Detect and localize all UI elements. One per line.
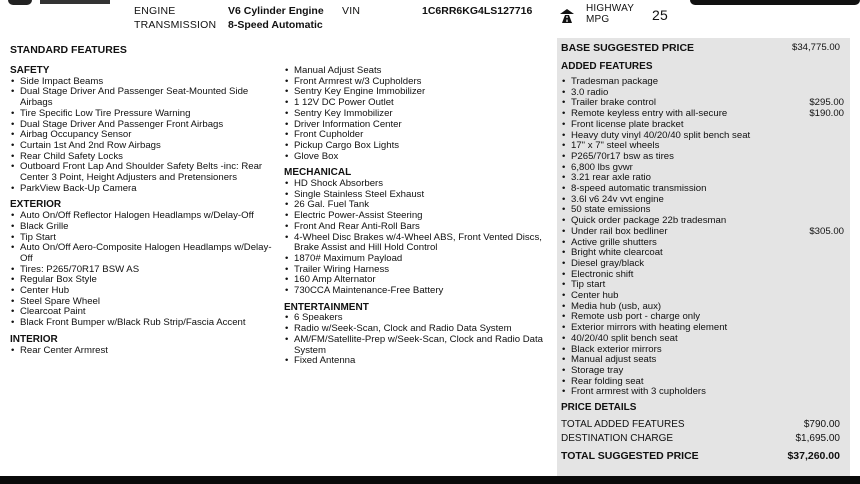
added-feature-name: 3.21 rear axle ratio [571, 172, 651, 184]
feature-item: • Front And Rear Anti-Roll Bars [284, 222, 550, 233]
feature-item: • 6 Speakers [284, 313, 550, 324]
feature-item: • Rear Child Safety Locks [10, 152, 278, 163]
feature-section-heading: SAFETY [10, 65, 50, 76]
feature-item: • Center Hub [10, 286, 278, 297]
brand-logo [8, 0, 32, 5]
mpg-label: MPG [586, 14, 610, 25]
feature-item: • Sentry Key Engine Immobilizer [284, 87, 550, 98]
added-feature-price: $190.00 [809, 108, 844, 120]
added-features-title: ADDED FEATURES [561, 61, 653, 72]
added-feature-name: Remote keyless entry with all-secure [571, 108, 728, 120]
transmission-value: 8-Speed Automatic [228, 19, 323, 31]
base-price-value: $34,775.00 [791, 42, 840, 53]
feature-item: • Rear Center Armrest [10, 346, 278, 357]
feature-item: • Front Armrest w/3 Cupholders [284, 77, 550, 88]
feature-item: • AM/FM/Satellite-Prep w/Seek-Scan, Clock and Radio Data System [284, 335, 550, 356]
standard-features-left [10, 66, 278, 356]
feature-item: • HD Shock Absorbers [284, 179, 550, 190]
added-feature-price: $305.00 [809, 225, 844, 237]
feature-item: • Outboard Front Lap And Shoulder Safety Belts -inc: Rear Center 3 Point, Height Adjusters and Pretensioners [10, 162, 278, 183]
added-feature-item [561, 387, 844, 398]
feature-item: • Manual Adjust Seats [284, 66, 550, 77]
added-feature-name: 40/20/40 split bench seat [571, 332, 678, 344]
added-feature-name: Center hub [571, 290, 619, 302]
standard-features-title: STANDARD FEATURES [10, 44, 127, 56]
feature-item: • Black Front Bumper w/Black Rub Strip/Fascia Accent [10, 318, 278, 329]
road-icon [558, 6, 576, 24]
feature-item: • 730CCA Maintenance-Free Battery [284, 286, 550, 297]
feature-item: • Single Stainless Steel Exhaust [284, 190, 550, 201]
added-feature-name: Quick order package 22b tradesman [571, 215, 727, 227]
feature-item: • Clearcoat Paint [10, 307, 278, 318]
header-bar [0, 0, 860, 36]
feature-item: • Radio w/Seek-Scan, Clock and Radio Data System [284, 324, 550, 335]
added-feature-name: Trailer brake control [571, 97, 656, 109]
destination-row [561, 433, 840, 444]
added-feature-name: Under rail box bedliner [571, 225, 668, 237]
feature-item: • Steel Spare Wheel [10, 297, 278, 308]
added-feature-name: 50 state emissions [571, 204, 651, 216]
feature-item: • Fixed Antenna [284, 356, 550, 367]
highway-label: HIGHWAY [586, 3, 635, 14]
feature-item: • 1 12V DC Power Outlet [284, 98, 550, 109]
added-feature-name: Tip start [571, 279, 606, 291]
feature-item: • Auto On/Off Aero-Composite Halogen Headlamps w/Delay-Off [10, 243, 278, 264]
feature-item: • 26 Gal. Fuel Tank [284, 200, 550, 211]
added-feature-name: 17" x 7" steel wheels [571, 140, 660, 152]
total-price-label: TOTAL SUGGESTED PRICE [561, 450, 699, 462]
added-features-list [561, 77, 844, 398]
added-feature-name: Tradesman package [571, 76, 659, 87]
feature-item: • 4-Wheel Disc Brakes w/4-Wheel ABS, Front Vented Discs, Brake Assist and Hill Hold Control [284, 233, 550, 254]
feature-section [10, 200, 278, 328]
feature-item: • Front Cupholder [284, 130, 550, 141]
destination-value: $1,695.00 [795, 433, 840, 444]
mpg-value: 25 [652, 7, 668, 23]
engine-label: ENGINE [134, 5, 176, 17]
total-added-value: $790.00 [803, 419, 840, 430]
added-feature-name: Active grille shutters [571, 236, 657, 248]
added-feature-name: Bright white clearcoat [571, 247, 663, 259]
vin-value: 1C6RR6KG4LS127716 [422, 5, 533, 17]
feature-item: • Dual Stage Driver And Passenger Front Airbags [10, 120, 278, 131]
feature-section [284, 168, 550, 296]
added-feature-name: Heavy duty vinyl 40/20/40 split bench seat [571, 129, 751, 141]
total-added-row [561, 419, 840, 430]
added-feature-name: P265/70r17 bsw as tires [571, 150, 674, 162]
added-feature-name: Media hub (usb, aux) [571, 300, 662, 312]
added-feature-price: $295.00 [809, 97, 844, 109]
feature-item: • 1870# Maximum Payload [284, 254, 550, 265]
feature-item: • Sentry Key Immobilizer [284, 109, 550, 120]
bottom-bar [0, 476, 860, 484]
feature-item: • Dual Stage Driver And Passenger Seat-Mounted Side Airbags [10, 87, 278, 108]
price-details-title: PRICE DETAILS [561, 402, 637, 413]
added-feature-name: 6,800 lbs gvwr [571, 161, 633, 173]
added-feature-name: Front armrest with 3 cupholders [571, 386, 706, 398]
transmission-label: TRANSMISSION [134, 19, 217, 31]
feature-item: • Driver Information Center [284, 120, 550, 131]
feature-section-heading: INTERIOR [10, 333, 58, 345]
feature-item: • Curtain 1st And 2nd Row Airbags [10, 141, 278, 152]
feature-section-heading: ENTERTAINMENT [284, 301, 369, 313]
header-black-tab [690, 0, 860, 5]
added-feature-name: 8-speed automatic transmission [571, 183, 707, 195]
feature-item: • Black Grille [10, 222, 278, 233]
added-feature-name: Exterior mirrors with heating element [571, 322, 728, 334]
feature-item: • 160 Amp Alternator [284, 275, 550, 286]
feature-section-heading: EXTERIOR [10, 199, 62, 211]
added-feature-name: Diesel gray/black [571, 257, 645, 269]
total-added-label: TOTAL ADDED FEATURES [561, 419, 685, 430]
total-price-row [561, 450, 840, 462]
added-feature-name: 3.0 radio [571, 86, 609, 98]
standard-features-right [284, 66, 550, 367]
added-feature-name: 3.6l v6 24v vvt engine [571, 193, 664, 205]
feature-section [284, 303, 550, 367]
added-feature-name: Manual adjust seats [571, 354, 657, 366]
added-feature-name: Electronic shift [571, 268, 634, 280]
feature-item: • Electric Power-Assist Steering [284, 211, 550, 222]
added-feature-name: Remote usb port - charge only [571, 311, 701, 323]
feature-item: • Regular Box Style [10, 275, 278, 286]
engine-value: V6 Cylinder Engine [228, 5, 324, 17]
feature-item: • Tip Start [10, 233, 278, 244]
feature-item: • Side Impact Beams [10, 77, 278, 88]
added-feature-name: Rear folding seat [571, 375, 644, 387]
pricing-panel [557, 38, 850, 476]
brand-wordmark [40, 0, 110, 4]
base-price-label: BASE SUGGESTED PRICE [561, 42, 695, 54]
feature-item: • ParkView Back-Up Camera [10, 184, 278, 195]
feature-item: • Tire Specific Low Tire Pressure Warning [10, 109, 278, 120]
added-feature-name: Front license plate bracket [571, 118, 684, 130]
added-feature-name: Black exterior mirrors [571, 343, 662, 355]
feature-item: • Trailer Wiring Harness [284, 265, 550, 276]
feature-section [10, 66, 278, 194]
feature-section-heading: MECHANICAL [284, 167, 352, 179]
base-price-row [561, 42, 840, 54]
vin-label: VIN [342, 5, 361, 17]
feature-item: • Auto On/Off Reflector Halogen Headlamps w/Delay-Off [10, 211, 278, 222]
added-feature-name: Storage tray [571, 364, 624, 376]
feature-section [284, 66, 550, 162]
destination-label: DESTINATION CHARGE [561, 433, 674, 444]
total-price-value: $37,260.00 [787, 450, 840, 462]
feature-item: • Airbag Occupancy Sensor [10, 130, 278, 141]
feature-section [10, 335, 278, 356]
feature-item: • Pickup Cargo Box Lights [284, 141, 550, 152]
feature-item: • Tires: P265/70R17 BSW AS [10, 265, 278, 276]
feature-item: • Glove Box [284, 152, 550, 163]
